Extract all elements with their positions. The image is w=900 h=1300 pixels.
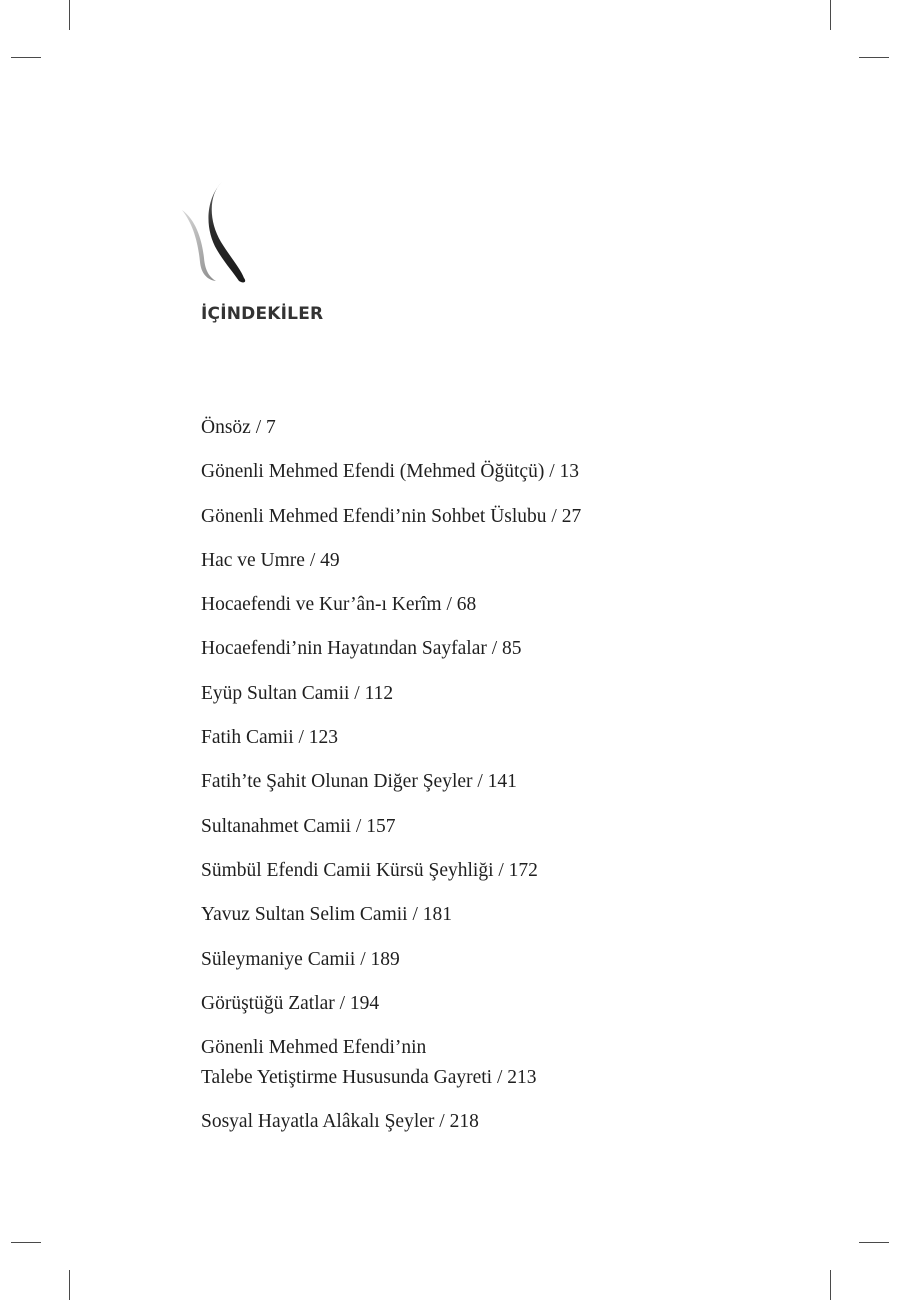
toc-entry-text: Gönenli Mehmed Efendi’nin bbox=[201, 1037, 427, 1059]
toc-entry-text: Hocaefendi’nin Hayatından Sayfalar / 85 bbox=[201, 638, 522, 660]
toc-entry-text: Hocaefendi ve Kur’ân-ı Kerîm / 68 bbox=[201, 594, 477, 616]
toc-entry bbox=[201, 989, 821, 1019]
toc-entry-text: Fatih’te Şahit Olunan Diğer Şeyler / 141 bbox=[201, 771, 517, 793]
toc-entry-text: Yavuz Sultan Selim Camii / 181 bbox=[201, 904, 452, 926]
table-of-contents-heading: İÇİNDEKİLER bbox=[201, 304, 324, 324]
toc-entry-text: Sultanahmet Camii / 157 bbox=[201, 815, 396, 837]
crop-mark-bottom-right-horizontal bbox=[859, 1242, 889, 1243]
toc-entry bbox=[201, 634, 821, 664]
toc-entry bbox=[201, 856, 821, 886]
toc-entry-text: Eyüp Sultan Camii / 112 bbox=[201, 682, 394, 704]
crop-mark-bottom-left-horizontal bbox=[11, 1242, 41, 1243]
toc-entry-text: Gönenli Mehmed Efendi (Mehmed Öğütçü) / 13 bbox=[201, 461, 579, 483]
toc-entry-text: Talebe Yetiştirme Hususunda Gayreti / 213 bbox=[201, 1067, 537, 1089]
toc-entry-text: Gönenli Mehmed Efendi’nin Sohbet Üslubu / 27 bbox=[201, 505, 582, 527]
toc-entry bbox=[201, 1107, 821, 1137]
toc-entry bbox=[201, 945, 821, 975]
toc-entry bbox=[201, 546, 821, 576]
crop-mark-top-right-vertical bbox=[830, 0, 831, 30]
toc-entry bbox=[201, 679, 821, 709]
toc-entry-text: Hac ve Umre / 49 bbox=[201, 549, 340, 571]
toc-entry-text: Önsöz / 7 bbox=[201, 417, 276, 438]
table-of-contents-list bbox=[201, 413, 821, 1152]
crop-mark-top-left-horizontal bbox=[11, 57, 41, 58]
toc-entry bbox=[201, 590, 821, 620]
toc-entry bbox=[201, 1033, 821, 1093]
calligraphic-flourish-icon bbox=[178, 180, 252, 284]
toc-entry-text: Fatih Camii / 123 bbox=[201, 727, 339, 749]
toc-entry bbox=[201, 413, 821, 443]
toc-entry bbox=[201, 767, 821, 797]
toc-entry bbox=[201, 900, 821, 930]
toc-entry-text: Sümbül Efendi Camii Kürsü Şeyhliği / 172 bbox=[201, 859, 538, 881]
toc-entry bbox=[201, 457, 821, 487]
crop-mark-top-left-vertical bbox=[69, 0, 70, 30]
toc-entry bbox=[201, 812, 821, 842]
crop-mark-top-right-horizontal bbox=[859, 57, 889, 58]
toc-entry-text: Süleymaniye Camii / 189 bbox=[201, 948, 400, 970]
toc-entry bbox=[201, 723, 821, 753]
crop-mark-bottom-right-vertical bbox=[830, 1270, 831, 1300]
toc-entry-text: Görüştüğü Zatlar / 194 bbox=[201, 992, 380, 1014]
toc-entry-text: Sosyal Hayatla Alâkalı Şeyler / 218 bbox=[201, 1111, 479, 1133]
crop-mark-bottom-left-vertical bbox=[69, 1270, 70, 1300]
toc-entry bbox=[201, 502, 821, 532]
